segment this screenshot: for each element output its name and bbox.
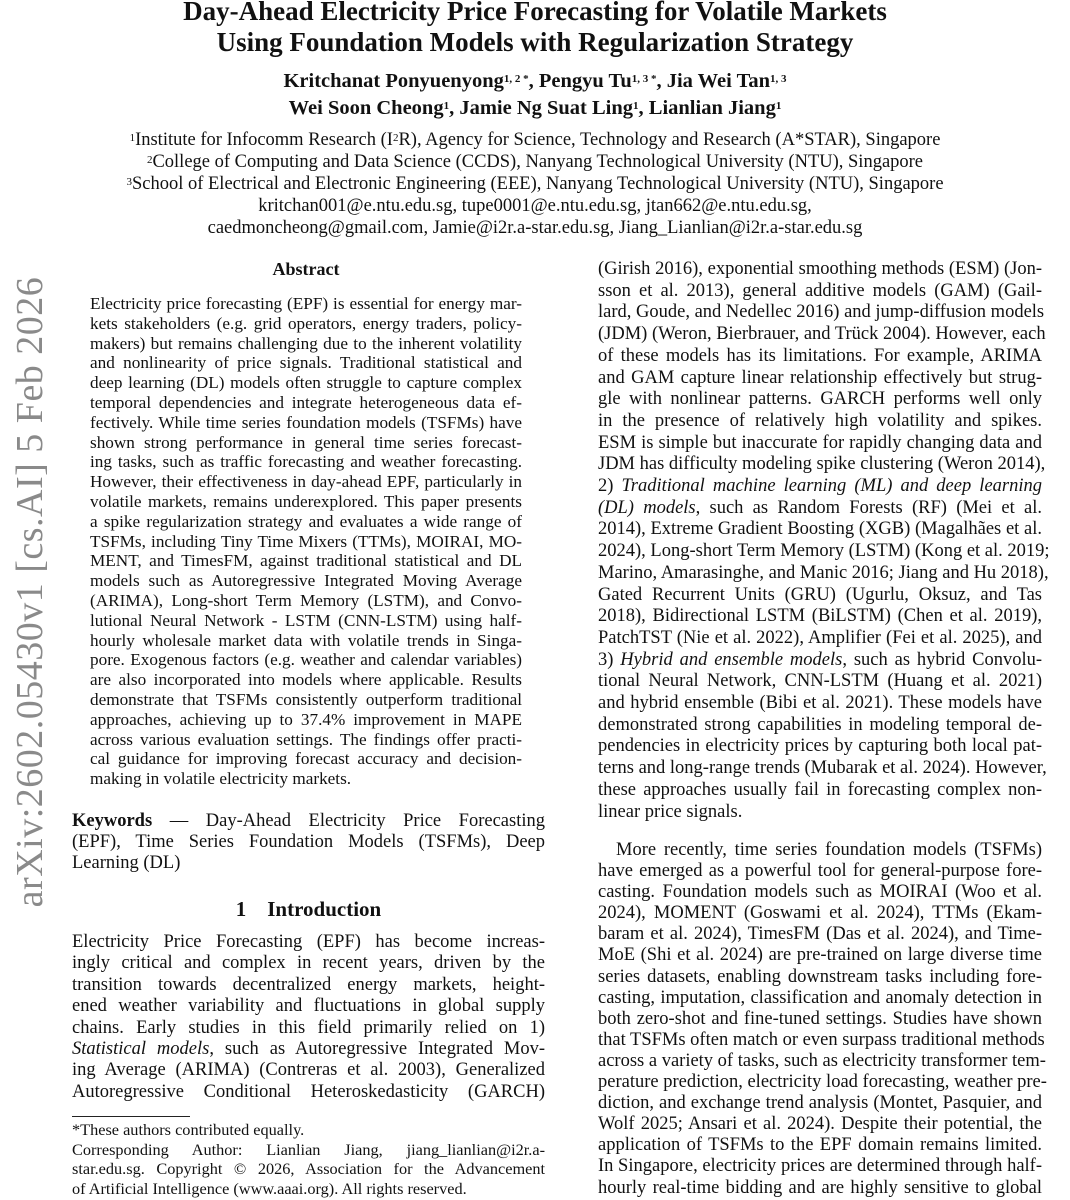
text-line: [598, 498, 1042, 520]
text-line: However, their effectiveness in day-ahead EPF, particularly in: [90, 472, 522, 492]
text-line: lutional Neural Network - LSTM (CNN-LSTM) using half-: [90, 610, 522, 630]
text-line: making in volatile electricity markets.: [90, 769, 352, 789]
text-line: transition towards decentralized energy markets, height-: [72, 974, 545, 995]
text-line: Gated Recurrent Units (GRU) (Ugurlu, Oksuz, and Tas: [598, 584, 1042, 605]
text-line: chains. Early studies in this field primarily relied on 1): [72, 1017, 545, 1038]
text-line: in the presence of relatively high volatility and spikes.: [598, 410, 1042, 431]
text-segment: 3): [598, 649, 621, 670]
author-name: Lianlian Jiang: [648, 97, 776, 119]
text-line: demonstrated strong capabilities in modeling temporal de-: [598, 714, 1042, 735]
text-segment: , such as Autoregressive Integrated Mov-: [209, 1039, 545, 1060]
text-line: that TSFMs often match or even surpass traditional methods: [598, 1029, 1045, 1050]
text-line: MoE (Shi et al. 2024) are pre-trained on large diverse time: [598, 945, 1042, 966]
right-column-paragraph-2: [598, 840, 1047, 1199]
abstract-body: [90, 294, 522, 789]
text-line: In Singapore, electricity prices are determined through half-: [598, 1156, 1042, 1177]
footnote-line: *These authors contributed equally.: [72, 1120, 305, 1139]
text-line: series datasets, enabling downstream tasks including fore-: [598, 966, 1042, 987]
text-line: (ARIMA), Long-short Term Memory (LSTM), and Convo-: [90, 590, 522, 610]
keywords-line: [72, 811, 545, 832]
text-line: Electricity price forecasting (EPF) is essential for energy mar-: [90, 294, 522, 313]
text-line: TSFMs, including Tiny Time Mixers (TTMs), MOIRAI, MO-: [90, 531, 522, 551]
text-line: sson et al. 2013), general additive models (GAM) (Gail-: [598, 280, 1042, 301]
text-line: casting, imputation, classification and anomaly detection in: [598, 987, 1042, 1008]
author-affil: 1, 3 *: [631, 73, 657, 85]
text-line: ing Average (ARIMA) (Contreras et al. 2003), Generalized: [72, 1060, 545, 1081]
text-line: of these models has its limitations. For example, ARIMA: [598, 345, 1042, 366]
author-affil: 1, 2 *: [503, 73, 529, 85]
text-line: and nonlinearity of price signals. Traditional statistical and: [90, 353, 522, 373]
text-line: PatchTST (Nie et al. 2022), Amplifier (Fei et al. 2025), and: [598, 627, 1042, 648]
text-line: [598, 650, 1042, 672]
author-name: Jamie Ng Suat Ling: [459, 97, 634, 119]
author-name: Jia Wei Tan: [666, 70, 771, 92]
section-heading: 1 Introduction: [235, 897, 382, 921]
author-name: Wei Soon Cheong: [288, 97, 444, 119]
author-name: Pengyu Tu: [538, 70, 632, 92]
abstract-heading: Abstract: [272, 259, 340, 279]
text-line: 2024), Long-short Term Memory (LSTM) (Kong et al. 2019;: [598, 541, 1050, 562]
affil-text: R), Agency for Science, Technology and Research (A*STAR), Singapore: [398, 130, 941, 150]
emails: kritchan001@e.ntu.edu.sg, tupe0001@e.ntu.edu.sg, jtan662@e.ntu.edu.sg,: [258, 196, 812, 216]
affil-number: 2: [146, 154, 153, 166]
text-line: are also incorporated into models where applicable. Results: [90, 670, 522, 690]
text-line: [598, 476, 1042, 498]
affiliations: [0, 129, 1070, 239]
affiliation: [0, 129, 1070, 151]
text-line: (Girish 2016), exponential smoothing methods (ESM) (Jon-: [598, 259, 1042, 279]
author-affil: 1: [633, 100, 639, 112]
text-line: (JDM) (Weron, Bierbrauer, and Trück 2004). However, each: [598, 324, 1046, 345]
text-line: More recently, time series foundation models (TSFMs): [616, 840, 1042, 860]
footnote-line: Corresponding Author: Lianlian Jiang, jiang_lianlian@i2r.a-: [72, 1139, 545, 1159]
text-line: diction, and exchange trend analysis (Montet, Pasquier, and: [598, 1093, 1042, 1114]
italic-text: Hybrid and ensemble models: [620, 649, 843, 670]
text-segment: 2): [598, 476, 622, 497]
text-line: deep learning (DL) models often struggle to capture complex: [90, 373, 522, 393]
keywords: [72, 811, 545, 874]
text-line: and hybrid ensemble (Bibi et al. 2021). These models have: [598, 693, 1042, 714]
footnote-rule: [72, 1116, 190, 1117]
text-line: Wolf 2025; Ansari et al. 2024). Despite their potential, the: [598, 1114, 1042, 1135]
authors-line: Wei Soon Cheong$^1$, Jamie Ng Suat Ling$^1$, Lianlian Jiang$^1$: [288, 97, 782, 119]
author-affil: 1: [775, 100, 782, 112]
text-line: approaches, achieving up to 37.4% improvement in MAPE: [90, 709, 522, 729]
italic-text: (DL) models: [598, 497, 696, 518]
keywords-line: (EPF), Time Series Foundation Models (TSFMs), Deep: [72, 832, 545, 852]
text-line: [72, 1039, 545, 1060]
author-affil: 1: [443, 100, 450, 112]
text-line: lard, Goude, and Nedellec 2016) and jump-diffusion models: [598, 302, 1045, 323]
text-line: ingly critical and complex in recent years, driven by the: [72, 953, 545, 974]
text-segment: , such as hybrid Convolu-: [842, 649, 1042, 670]
footnote-line: star.edu.sg. Copyright © 2026, Association for the Advancement: [72, 1159, 545, 1178]
text-line: 2024), MOMENT (Goswami et al. 2024), TTMs (Ekam-: [598, 903, 1042, 924]
italic-text: Statistical models: [72, 1039, 210, 1060]
text-line: these approaches usually fail in forecasting complex non-: [598, 779, 1042, 800]
text-line: hourly real-time bidding and are highly sensitive to global: [598, 1177, 1042, 1198]
text-line: ened weather variability and fluctuations in global supply: [72, 996, 545, 1017]
affil-sup: 2: [392, 132, 399, 144]
keywords-label: Keywords: [72, 811, 153, 831]
text-line: terns and long-range trends (Mubarak et al. 2024). However,: [598, 758, 1047, 779]
author-affil: 1, 3: [770, 73, 787, 85]
affil-number: 3: [126, 176, 132, 188]
text-line: MENT, and TimesFM, against traditional statistical and DL: [90, 551, 522, 571]
text-line: makers) but remains challenging due to the inherent volatility: [90, 333, 522, 353]
text-line: Electricity Price Forecasting (EPF) has become increas-: [72, 932, 545, 952]
text-segment: , such as Random Forests (RF) (Mei et al.: [695, 497, 1042, 518]
affil-text: Institute for Infocomm Research (I: [135, 130, 393, 150]
text-line: pore. Exogenous factors (e.g. weather and calendar variables): [90, 650, 522, 670]
affiliation: [0, 173, 1070, 195]
footnote-line: of Artificial Intelligence (www.aaai.org). All rights reserved.: [72, 1178, 467, 1198]
text-line: tional Neural Network, CNN-LSTM (Huang et al. 2021): [598, 671, 1042, 692]
text-line: cal guidance for improving forecast accuracy and decision-: [90, 749, 522, 769]
text-line: fectively. While time series foundation models (TSFMs) have: [90, 412, 522, 432]
text-line: application of TSFMs to the EPF domain remains limited.: [598, 1135, 1042, 1156]
affil-text: School of Electrical and Electronic Engineering (EEE), Nanyang Technological University (NTU), Singapore: [131, 174, 944, 194]
text-line: JDM has difficulty modeling spike clustering (Weron 2014),: [598, 454, 1046, 475]
text-line: pendencies in electricity prices by capturing both local pat-: [598, 736, 1042, 757]
text-line: ing tasks, such as traffic forecasting and weather forecasting.: [90, 452, 522, 472]
keywords-text: — Day-Ahead Electricity Price Forecasting: [152, 811, 545, 831]
text-line: ESM is simple but inaccurate for rapidly changing data and: [598, 432, 1042, 453]
right-column-paragraph: [598, 259, 1050, 823]
keywords-line: Learning (DL): [72, 853, 181, 873]
text-line: across various evaluation settings. The findings offer practi-: [90, 729, 522, 749]
text-line: 2018), Bidirectional LSTM (BiLSTM) (Chen et al. 2019),: [598, 606, 1042, 627]
text-line: perature prediction, electricity load forecasting, weather pre-: [598, 1072, 1047, 1093]
text-line: gle with nonlinear patterns. GARCH performs well only: [598, 389, 1042, 410]
text-line: hourly wholesale market data with volatile trends in Singa-: [90, 630, 522, 650]
text-line: and GAM capture linear relationship effectively but strug-: [598, 367, 1042, 388]
text-line: 2014), Extreme Gradient Boosting (XGB) (Magalhães et al.: [598, 519, 1042, 540]
text-line: casting. Foundation models such as MOIRAI (Woo et al.: [598, 882, 1042, 903]
affiliation: [0, 151, 1070, 173]
intro-body: [72, 932, 545, 1103]
text-line: kets stakeholders (e.g. grid operators, energy traders, policy-: [90, 313, 522, 333]
text-line: Autoregressive Conditional Heteroskedasticity (GARCH): [72, 1081, 545, 1102]
title-line: Using Foundation Models with Regularization Strategy: [216, 27, 854, 57]
authors-line: Kritchanat Ponyuenyong$^{1, 2 *}$, Pengyu $Tu^{1, 3 *}$, Jia Wei Tan$^{1, 3}$: [283, 70, 787, 92]
text-line: models such as Autoregressive Integrated Moving Average: [90, 571, 522, 591]
text-line: temporal dependencies and integrate heterogeneous data ef-: [90, 392, 522, 412]
text-line: Marino, Amarasinghe, and Manic 2016; Jiang and Hu 2018),: [598, 562, 1049, 583]
author-name: Kritchanat Ponyuenyong: [283, 70, 504, 92]
text-line: linear price signals.: [598, 801, 743, 822]
footnotes: [72, 1120, 545, 1198]
author-list: [0, 68, 1070, 122]
text-line: a spike regularization strategy and evaluates a wide range of: [90, 511, 522, 531]
text-line: shown strong performance in general time series forecast-: [90, 432, 522, 452]
text-line: have emerged as a powerful tool for general-purpose fore-: [598, 861, 1042, 882]
text-line: baram et al. 2024), TimesFM (Das et al. 2024), and Time-: [598, 924, 1042, 945]
arxiv-stamp: arXiv:2602.05430v1 [cs.AI] 5 Feb 2026: [9, 276, 51, 908]
text-line: volatile markets, remains underexplored. This paper presents: [90, 491, 522, 511]
text-line: across a variety of tasks, such as electricity transformer tem-: [598, 1050, 1046, 1071]
affil-text: College of Computing and Data Science (CCDS), Nanyang Technological University (NTU), Singapore: [152, 152, 924, 172]
title-line: Day-Ahead Electricity Price Forecasting for Volatile Markets: [183, 0, 887, 26]
text-line: demonstrate that TSFMs consistently outperform traditional: [90, 689, 522, 709]
text-line: both zero-shot and fine-tuned settings. Studies have shown: [598, 1008, 1042, 1029]
italic-text: Traditional machine learning (ML) and deep learning: [621, 476, 1042, 497]
paper-title: [0, 0, 1070, 58]
affil-number: 1: [129, 132, 136, 144]
emails: caedmoncheong@gmail.com, Jamie@i2r.a-star.edu.sg, Jiang_Lianlian@i2r.a-star.edu.sg: [207, 218, 863, 238]
